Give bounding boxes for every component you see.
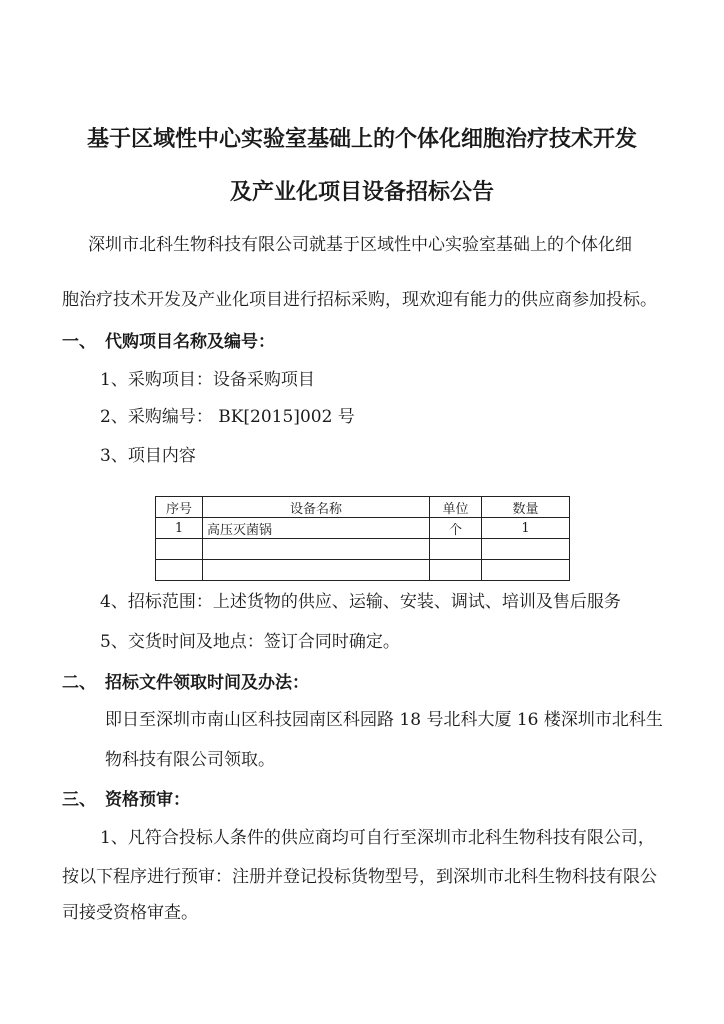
- cell-serial: [156, 560, 203, 581]
- header-quantity: 数量: [482, 497, 570, 518]
- section1-number: 一、: [62, 332, 96, 352]
- cell-serial: 1: [156, 518, 203, 539]
- section1-item-2: 2、采购编号： BK[2015]002 号: [100, 407, 355, 427]
- cell-quantity: [482, 560, 570, 581]
- section1-item-4: 4、招标范围：上述货物的供应、运输、安装、调试、培训及售后服务: [100, 592, 621, 612]
- section3-number: 三、: [62, 790, 96, 810]
- table-row: [156, 560, 570, 581]
- document-title-line-1: 基于区域性中心实验室基础上的个体化细胞治疗技术开发: [86, 127, 637, 152]
- cell-equipment-name: 高压灭菌锅: [203, 518, 430, 539]
- section2-number: 二、: [62, 673, 96, 693]
- equipment-table: [155, 496, 570, 581]
- table-header-row: [156, 497, 570, 518]
- cell-unit: [430, 560, 482, 581]
- section3-line-2: 按以下程序进行预审：注册并登记投标货物型号，到深圳市北科生物科技有限公: [62, 867, 657, 887]
- section1-item-1: 1、采购项目：设备采购项目: [100, 370, 315, 390]
- section3-line-3: 司接受资格审查。: [62, 903, 198, 923]
- cell-unit: 个: [430, 518, 482, 539]
- section1-item-3: 3、项目内容: [100, 446, 196, 466]
- document-title-line-2: 及产业化项目设备招标公告: [229, 180, 494, 205]
- cell-quantity: 1: [482, 518, 570, 539]
- table-row: [156, 539, 570, 560]
- cell-serial: [156, 539, 203, 560]
- cell-unit: [430, 539, 482, 560]
- intro-line-1: 深圳市北科生物科技有限公司就基于区域性中心实验室基础上的个体化细: [88, 235, 632, 255]
- header-unit: 单位: [430, 497, 482, 518]
- section3-heading: 资格预审：: [105, 790, 190, 810]
- table-row: [156, 518, 570, 539]
- section2-line-1: 即日至深圳市南山区科技园南区科园路 18 号北科大厦 16 楼深圳市北科生: [105, 710, 663, 730]
- header-equipment-name: 设备名称: [203, 497, 430, 518]
- section3-line-1: 1、凡符合投标人条件的供应商均可自行至深圳市北科生物科技有限公司，: [100, 828, 655, 848]
- section1-heading: 代购项目名称及编号：: [105, 332, 275, 352]
- section2-line-2: 物科技有限公司领取。: [105, 750, 275, 770]
- cell-quantity: [482, 539, 570, 560]
- cell-equipment-name: [203, 539, 430, 560]
- section1-item-5: 5、交货时间及地点：签订合同时确定。: [100, 632, 400, 652]
- cell-equipment-name: [203, 560, 430, 581]
- header-serial: 序号: [156, 497, 203, 518]
- intro-line-2: 胞治疗技术开发及产业化项目进行招标采购，现欢迎有能力的供应商参加投标。: [62, 290, 657, 310]
- section2-heading: 招标文件领取时间及办法：: [105, 673, 309, 693]
